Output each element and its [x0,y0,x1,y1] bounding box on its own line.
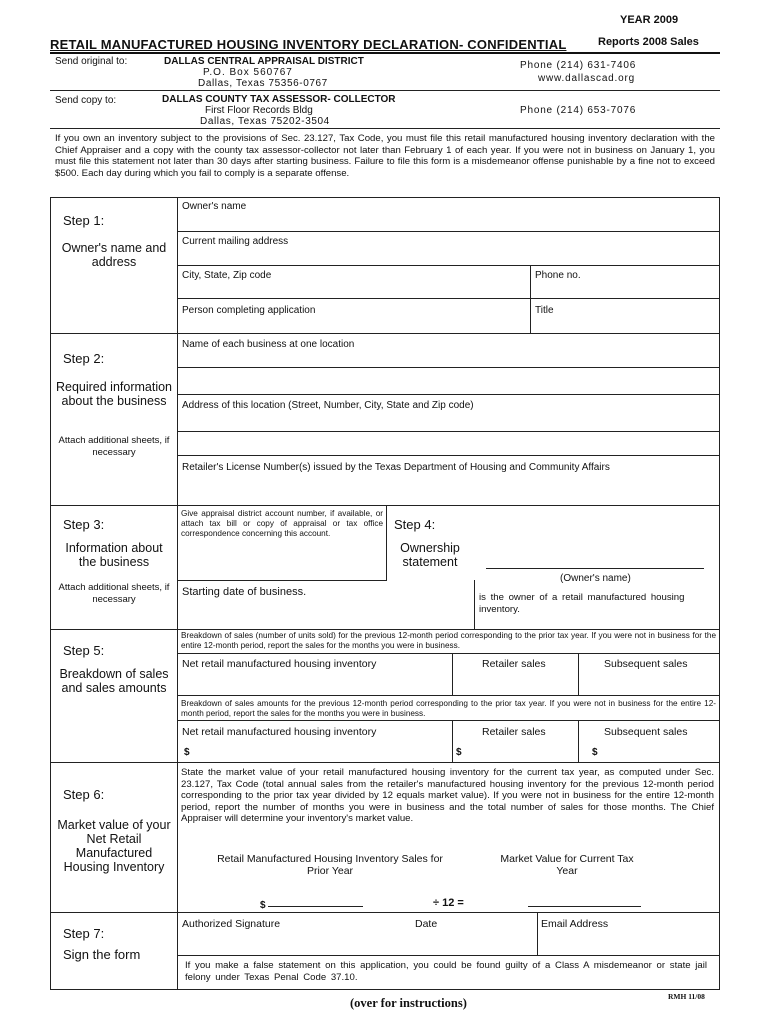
signature-field[interactable] [178,932,535,954]
email-field[interactable] [539,932,718,954]
units-subsequent-sales-field[interactable] [580,672,718,694]
email-label: Email Address [541,918,609,930]
amounts-col-subsequent-sales: Subsequent sales [604,726,688,738]
dcad-address1: P.O. Box 560767 [203,67,293,78]
step5-title: Breakdown of sales and sales amounts [59,667,169,695]
amounts-retailer-dollar-sign: $ [456,747,462,758]
amounts-subsequent-sales-field[interactable] [600,744,718,761]
account-number-label: Give appraisal district account number, if available, or attach tax bill or copy of appraisal or tax office correspondence concerning this account. [181,509,383,538]
market-value-caption: Market Value for Current Tax Year [500,853,634,877]
person-completing-label: Person completing application [182,305,316,316]
starting-date-field[interactable] [178,600,473,628]
step4-title: Ownership statement [400,541,460,569]
ownership-statement-text: is the owner of a retail manufactured housing inventory. [479,592,685,615]
step1-title: Owner's name and address [61,241,167,269]
starting-date-label: Starting date of business. [182,586,307,598]
owners-name-field[interactable] [488,552,703,568]
location-address-label: Address of this location (Street, Number, City, State and Zip code) [182,400,474,411]
amounts-breakdown-note: Breakdown of sales amounts for the previous 12-month period corresponding to the prior tax year. If you were not in business for the entire 12-month period, report the sales for the months you were in business. [181,699,716,718]
step3-title: Information about the business [65,541,163,569]
units-retailer-sales-field[interactable] [454,672,576,694]
step3-label: Step 3: [63,517,105,532]
title-label: Title [535,305,554,316]
owner-name-label: Owner's name [182,201,247,212]
mailing-address-label: Current mailing address [182,236,289,247]
send-copy-label: Send copy to: [55,95,117,106]
step3-attach-note: Attach additional sheets, if necessary [58,582,170,605]
license-number-field[interactable] [178,474,718,504]
location-address-field-1[interactable] [178,412,718,431]
step6-label: Step 6: [63,787,105,802]
amounts-subsequent-dollar-sign: $ [592,747,598,758]
market-value-instructions: State the market value of your retail manufactured housing inventory for the current tax year, as computed under Sec. 23.127, Tax Code (total annual sales from the retailer's manufactured housing inventory for the previous 12-month period corresponding to the prior tax year divided by 12 equals market value). If you were not in business for the entire 12-month period, report the number of months you were in business and the total number of sales for those months. The Chief Appraiser will determine your inventory's market value. [181,767,714,824]
market-value-field[interactable] [528,892,640,906]
units-net-inventory-field[interactable] [178,672,450,694]
step4-label: Step 4: [394,517,436,532]
year-label: YEAR 2009 [620,14,679,26]
dcad-phone: Phone (214) 631-7406 [520,60,637,71]
form-title: RETAIL MANUFACTURED HOUSING INVENTORY DECLARATION- CONFIDENTIAL [50,37,567,52]
inventory-sales-caption: Retail Manufactured Housing Inventory Sales for Prior Year [217,853,443,877]
license-number-label: Retailer's License Number(s) issued by the Texas Department of Housing and Community Affairs [182,462,610,473]
step7-title: Sign the form [63,947,141,962]
units-breakdown-note: Breakdown of sales (number of units sold) for the previous 12-month period corresponding to the prior tax year. If you were not in business for the entire 12-month period, report the sales for the months you were in business. [181,631,716,650]
signature-label: Authorized Signature [182,918,281,930]
amounts-col-net-inventory: Net retail manufactured housing inventory [182,726,377,738]
phone-no-label: Phone no. [535,270,581,281]
step7-label: Step 7: [63,926,105,941]
amounts-retailer-sales-field[interactable] [464,744,576,761]
business-name-field-1[interactable] [178,351,718,367]
tax-assessor-org: DALLAS COUNTY TAX ASSESSOR- COLLECTOR [162,94,396,105]
owner-name-field[interactable] [178,214,718,231]
city-state-zip-label: City, State, Zip code [182,270,272,281]
intro-paragraph: If you own an inventory subject to the provisions of Sec. 23.127, Tax Code, you must file this retail manufactured housing inventory declaration with the Chief Appraiser and a copy with the county tax assessor-collector not later than February 1 of each year. If you were not in business on January 1, you must file this statement not later than 30 days after starting business. Failure to file this form is a misdemeanor offense punishable by a fine not to exceed $500. Each day during which you fail to comply is a separate offense. [55,133,715,179]
inventory-sales-field[interactable] [268,892,362,906]
account-number-field[interactable] [178,550,385,580]
reports-label: Reports 2008 Sales [598,36,699,48]
phone-no-field[interactable] [531,282,718,298]
step2-title: Required information about the business [55,380,173,408]
false-statement-warning: If you make a false statement on this application, you could be found guilty of a Class A misdemeanor or state jail felony under Texas Penal Code 37.10. [185,960,707,983]
step2-label: Step 2: [63,351,105,366]
mailing-address-field[interactable] [178,248,718,265]
units-col-retailer-sales: Retailer sales [482,658,546,670]
amounts-col-retailer-sales: Retailer sales [482,726,546,738]
date-label: Date [415,918,438,930]
divide-by-twelve: ÷ 12 = [433,897,464,909]
inventory-sales-dollar-sign: $ [260,900,266,911]
dcad-address2: Dallas, Texas 75356-0767 [198,78,328,89]
units-col-net-inventory: Net retail manufactured housing inventory [182,658,377,670]
tax-assessor-address2: Dallas, Texas 75202-3504 [200,116,330,127]
business-name-label: Name of each business at one location [182,339,355,350]
location-address-field-2[interactable] [178,432,718,455]
step2-attach-note: Attach additional sheets, if necessary [58,435,170,458]
owners-name-caption: (Owner's name) [560,573,631,584]
tax-assessor-address1: First Floor Records Bldg [205,105,313,116]
step5-label: Step 5: [63,643,105,658]
step6-title: Market value of your Net Retail Manufactured Housing Inventory [57,818,171,874]
dcad-org: DALLAS CENTRAL APPRAISAL DISTRICT [164,56,364,67]
business-name-field-2[interactable] [178,368,718,393]
form-code: RMH 11/08 [668,992,705,1001]
step1-label: Step 1: [63,213,105,228]
over-for-instructions: (over for instructions) [350,996,467,1010]
amounts-net-dollar-sign: $ [184,747,190,758]
dcad-website[interactable]: www.dallascad.org [538,73,635,84]
units-col-subsequent-sales: Subsequent sales [604,658,688,670]
send-original-label: Send original to: [55,56,128,67]
amounts-net-inventory-field[interactable] [192,744,450,761]
city-state-zip-field[interactable] [178,282,528,298]
person-completing-field[interactable] [178,317,528,332]
tax-assessor-phone: Phone (214) 653-7076 [520,105,637,116]
title-field[interactable] [531,317,718,332]
